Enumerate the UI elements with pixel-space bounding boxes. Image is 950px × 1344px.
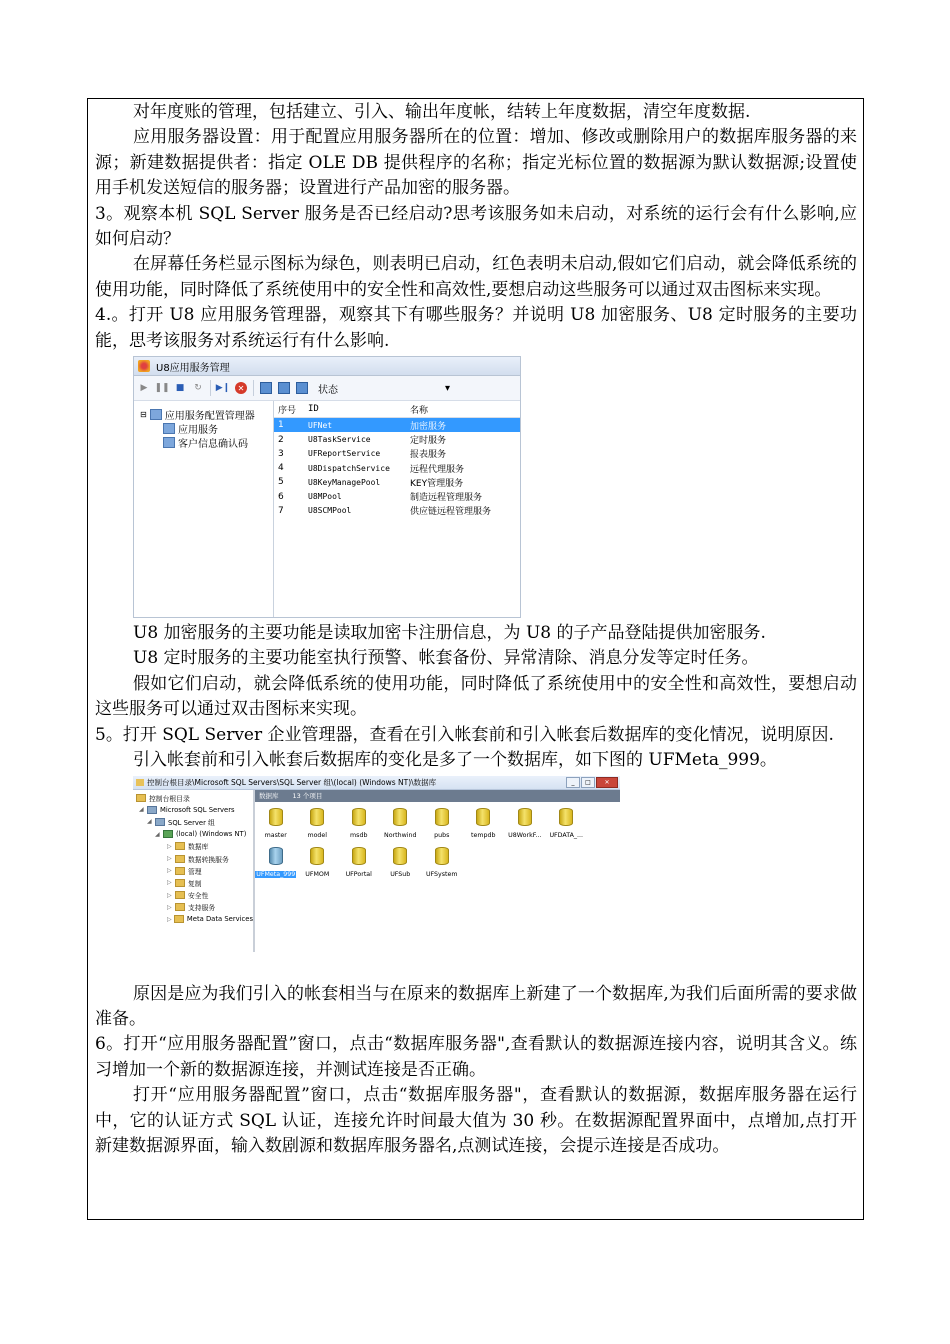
folder-icon <box>136 779 144 786</box>
expand-icon[interactable]: ▷ <box>167 891 172 899</box>
row-no: 1 <box>278 420 284 431</box>
database-item[interactable] <box>297 847 339 878</box>
row-name: KEY管理服务 <box>410 478 464 489</box>
row-no: 3 <box>278 448 284 459</box>
console-tree <box>133 790 255 952</box>
restart-icon[interactable]: ↻ <box>194 383 202 394</box>
database-item[interactable] <box>546 808 588 839</box>
tree-item-label: 复制 <box>188 879 202 888</box>
row-name: 加密服务 <box>410 421 447 432</box>
answer-5-2: 原因是应为我们引入的帐套相当与在原来的数据库上新建了一个数据库,为我们后面所需的要求做准备。 <box>95 983 857 1029</box>
tree-item-label: 安全性 <box>188 892 209 901</box>
database-item[interactable] <box>421 808 463 839</box>
tree-item[interactable] <box>133 901 253 913</box>
database-item[interactable] <box>380 808 422 839</box>
edit-icon[interactable] <box>296 382 308 394</box>
table-row[interactable] <box>274 461 520 475</box>
expand-icon[interactable]: ▷ <box>167 867 172 875</box>
close-button[interactable]: ✕ <box>596 777 618 788</box>
window-title: U8应用服务管理 <box>156 362 230 374</box>
folder-icon <box>175 855 185 863</box>
row-no: 6 <box>278 491 284 502</box>
answer-4-2: U8 定时服务的主要功能室执行预警、帐套备份、异常清除、消息分发等定时任务。 <box>133 648 759 669</box>
expand-icon[interactable]: ▷ <box>167 915 172 923</box>
row-id: U8KeyManagePool <box>308 477 381 487</box>
database-label: Northwind <box>384 831 417 839</box>
column-no[interactable]: 序号 <box>278 405 297 416</box>
table-row[interactable] <box>274 432 520 446</box>
expand-icon[interactable]: ▷ <box>167 879 172 887</box>
row-name: 报表服务 <box>410 450 447 461</box>
tree-item[interactable] <box>133 913 253 925</box>
folder-icon <box>175 891 185 899</box>
database-item[interactable] <box>504 808 546 839</box>
document-body <box>95 100 857 1159</box>
tree-item-local-server[interactable]: ◢ (local) (Windows NT) <box>155 830 247 839</box>
status-label: 状态 <box>318 384 338 396</box>
tree-item[interactable] <box>133 852 253 864</box>
row-id: UFNet <box>308 420 333 430</box>
tree-item-label: Meta Data Services <box>186 915 253 924</box>
column-name[interactable]: 名称 <box>410 405 429 416</box>
tree-item-customer-code[interactable]: 客户信息确认码 <box>140 435 273 449</box>
u8-service-manager-screenshot <box>133 356 521 618</box>
tree-item[interactable] <box>133 889 253 901</box>
database-item[interactable] <box>421 847 463 878</box>
folder-icon <box>175 903 185 911</box>
row-name: 定时服务 <box>410 436 447 446</box>
collapse-icon[interactable]: ⊟ <box>140 409 147 419</box>
close-icon[interactable]: ✕ <box>235 382 247 394</box>
tree-item-app-service[interactable]: 应用服务 <box>140 421 273 435</box>
row-name: 制造远程管理服务 <box>410 493 483 504</box>
row-no: 5 <box>278 477 284 488</box>
database-grid <box>255 802 620 878</box>
minimize-button[interactable]: _ <box>566 777 580 788</box>
database-label: UFSystem <box>425 870 458 878</box>
tree-root[interactable]: 控制台根目录 <box>133 792 253 804</box>
database-icon <box>352 847 366 865</box>
item-count: 13 个项目 <box>292 792 323 800</box>
service-icon <box>163 437 175 448</box>
tree-item-group[interactable]: ◢ SQL Server 组 <box>147 818 215 827</box>
tree-item[interactable] <box>133 865 253 877</box>
row-no: 4 <box>278 463 284 474</box>
database-label: UFPortal <box>345 870 372 878</box>
database-icon <box>518 808 532 826</box>
row-id: U8TaskService <box>308 435 371 444</box>
row-no: 7 <box>278 505 284 516</box>
question-5: 5。打开 SQL Server 企业管理器，查看在引入帐套前和引入帐套后数据库的变化情况，说明原因. <box>95 724 834 745</box>
database-icon <box>393 808 407 826</box>
expand-icon[interactable]: ◢ <box>139 806 144 814</box>
database-label: UFMeta_999 <box>256 870 296 878</box>
tree-item-label: 数据库 <box>188 843 209 852</box>
database-label: model <box>307 831 328 839</box>
pause-icon[interactable]: ❚❚ <box>154 383 170 394</box>
row-no: 2 <box>278 434 284 445</box>
database-icon <box>352 808 366 826</box>
u8-logo-icon <box>138 360 150 372</box>
answer-5-1: 引入帐套前和引入帐套后数据库的变化是多了一个数据库，如下图的 UFMeta_999。 <box>133 750 777 771</box>
folder-icon <box>174 915 183 923</box>
table-row[interactable] <box>274 490 520 504</box>
stop-icon[interactable]: ■ <box>175 383 185 394</box>
table-row[interactable] <box>274 447 520 461</box>
list-header <box>274 401 520 418</box>
database-pane <box>255 790 620 952</box>
expand-icon[interactable]: ▷ <box>167 842 172 850</box>
step-icon[interactable]: ▶❙ <box>215 383 231 394</box>
start-icon[interactable]: ▶ <box>140 383 148 394</box>
database-icon <box>310 808 324 826</box>
expand-icon[interactable]: ◢ <box>155 830 160 838</box>
group-icon <box>155 818 165 826</box>
database-icon <box>269 808 283 826</box>
chevron-down-icon: ▾ <box>444 382 450 394</box>
service-icon <box>163 423 175 434</box>
paragraph: 对年度账的管理，包括建立、引入、输出年度帐，结转上年度数据，清空年度数据. <box>133 102 751 122</box>
answer-4-1: U8 加密服务的主要功能是读取加密卡注册信息，为 U8 的子产品登陆提供加密服务. <box>133 623 766 644</box>
database-item[interactable] <box>463 808 505 839</box>
question-6: 6。打开“应用服务器配置”窗口，点击“数据库服务器",查看默认的数据源连接内容，说明其含义。练习增加一个新的数据源连接，并测试连接是否正确。 <box>95 1034 857 1080</box>
service-list <box>274 401 520 617</box>
database-icon <box>435 847 449 865</box>
expand-icon[interactable]: ◢ <box>147 818 152 826</box>
database-label: master <box>264 831 287 839</box>
folder-icon <box>175 867 185 875</box>
window-title-bar <box>134 357 520 376</box>
folder-icon <box>136 794 146 802</box>
row-id: U8MPool <box>308 492 342 502</box>
tree-item-label: 数据转换服务 <box>188 855 229 864</box>
database-item[interactable] <box>255 808 297 839</box>
database-label: tempdb <box>471 831 496 839</box>
question-4: 4.。打开 U8 应用服务管理器，观察其下有哪些服务？并说明 U8 加密服务、U8 定时服务的主要功能，思考该服务对系统运行有什么影响. <box>95 305 857 351</box>
expand-icon[interactable]: ▷ <box>167 855 172 863</box>
answer-6: 打开“应用服务器配置”窗口，点击“数据库服务器"，查看默认的数据源，数据库服务器在运行中，它的认证方式 SQL 认证，连接允许时间最大值为 30 秒。在数据源配置界面中，点增加,点打开新建数据源界面，输入数剧源和数据库服务器名,点测试连接，会提示连接是否成功。 <box>95 1085 857 1156</box>
row-name: 供应链远程管理服务 <box>410 507 492 518</box>
expand-icon[interactable]: ▷ <box>167 903 172 911</box>
maximize-button[interactable]: □ <box>581 777 595 788</box>
database-item[interactable] <box>380 847 422 878</box>
tree-item-servers[interactable]: ◢ Microsoft SQL Servers <box>139 805 235 814</box>
row-id: UFReportService <box>308 449 381 459</box>
database-item[interactable] <box>338 847 380 878</box>
table-row[interactable] <box>274 504 520 518</box>
row-name: 远程代理服务 <box>410 464 465 475</box>
table-row[interactable] <box>274 475 520 489</box>
database-label: UFSub <box>390 870 411 878</box>
server-icon <box>150 409 162 420</box>
database-item[interactable] <box>255 847 297 878</box>
tree-root[interactable]: ⊟ 应用服务配置管理器 <box>140 409 255 422</box>
servers-icon <box>147 806 157 814</box>
database-icon <box>310 847 324 865</box>
pane-title: 数据库 <box>259 792 279 800</box>
database-icon <box>476 808 490 826</box>
answer-3: 在屏幕任务栏显示图标为绿色，则表明已启动，红色表明未启动,假如它们启动，就会降低系统的使用功能，同时降低了系统使用中的安全性和高效性,要想启动这些服务可以通过双击图标来实现。 <box>95 254 857 300</box>
row-id: U8DispatchService <box>308 463 390 473</box>
question-3: 3。观察本机 SQL Server 服务是否已经启动?思考该服务如未启动，对系统的运行会有什么影响,应如何启动？ <box>95 203 857 250</box>
database-icon <box>559 808 573 826</box>
folder-icon <box>175 879 185 887</box>
database-item[interactable] <box>338 808 380 839</box>
paragraph: 应用服务器设置：用于配置应用服务器所在的位置：增加、修改或删除用户的数据库服务器的来源；新建数据提供者：指定 OLE DB 提供程序的名称；指定光标位置的数据源为默认数据源;设置使用手机发送短信的服务器；设置进行产品加密的服务器。 <box>95 127 857 199</box>
pane-header <box>255 790 620 802</box>
window-title: 控制台根目录\Microsoft SQL Servers\SQL Server 组\(local) (Windows NT)\数据库 <box>147 777 437 787</box>
sql-enterprise-manager-screenshot <box>133 776 620 952</box>
tree-item-label: 管理 <box>188 867 202 876</box>
database-label: UFDATA_... <box>549 831 584 839</box>
database-icon <box>435 808 449 826</box>
properties-icon[interactable] <box>278 382 290 394</box>
tree-item-label: 支持服务 <box>188 904 216 913</box>
service-tree <box>134 401 274 617</box>
database-label: msdb <box>350 831 368 839</box>
server-running-icon <box>163 830 173 838</box>
answer-4-3: 假如它们启动，就会降低系统的使用功能，同时降低了系统使用中的安全性和高效性，要想启动这些服务可以通过双击图标来实现。 <box>95 673 857 720</box>
tree-item[interactable] <box>133 877 253 889</box>
database-label: UFMOM <box>305 870 330 878</box>
refresh-icon[interactable] <box>260 382 272 394</box>
database-icon <box>393 847 407 865</box>
window-title-bar <box>133 776 620 790</box>
folder-icon <box>175 842 185 850</box>
tree-item[interactable] <box>133 840 253 852</box>
toolbar <box>134 376 520 401</box>
database-icon <box>269 847 283 865</box>
column-id[interactable]: ID <box>308 404 319 415</box>
status-select[interactable] <box>318 381 450 395</box>
database-label: U8WorkF... <box>508 831 542 839</box>
table-row[interactable] <box>274 418 520 432</box>
row-id: U8SCMPool <box>308 506 352 516</box>
database-item[interactable] <box>297 808 339 839</box>
database-label: pubs <box>434 831 450 839</box>
